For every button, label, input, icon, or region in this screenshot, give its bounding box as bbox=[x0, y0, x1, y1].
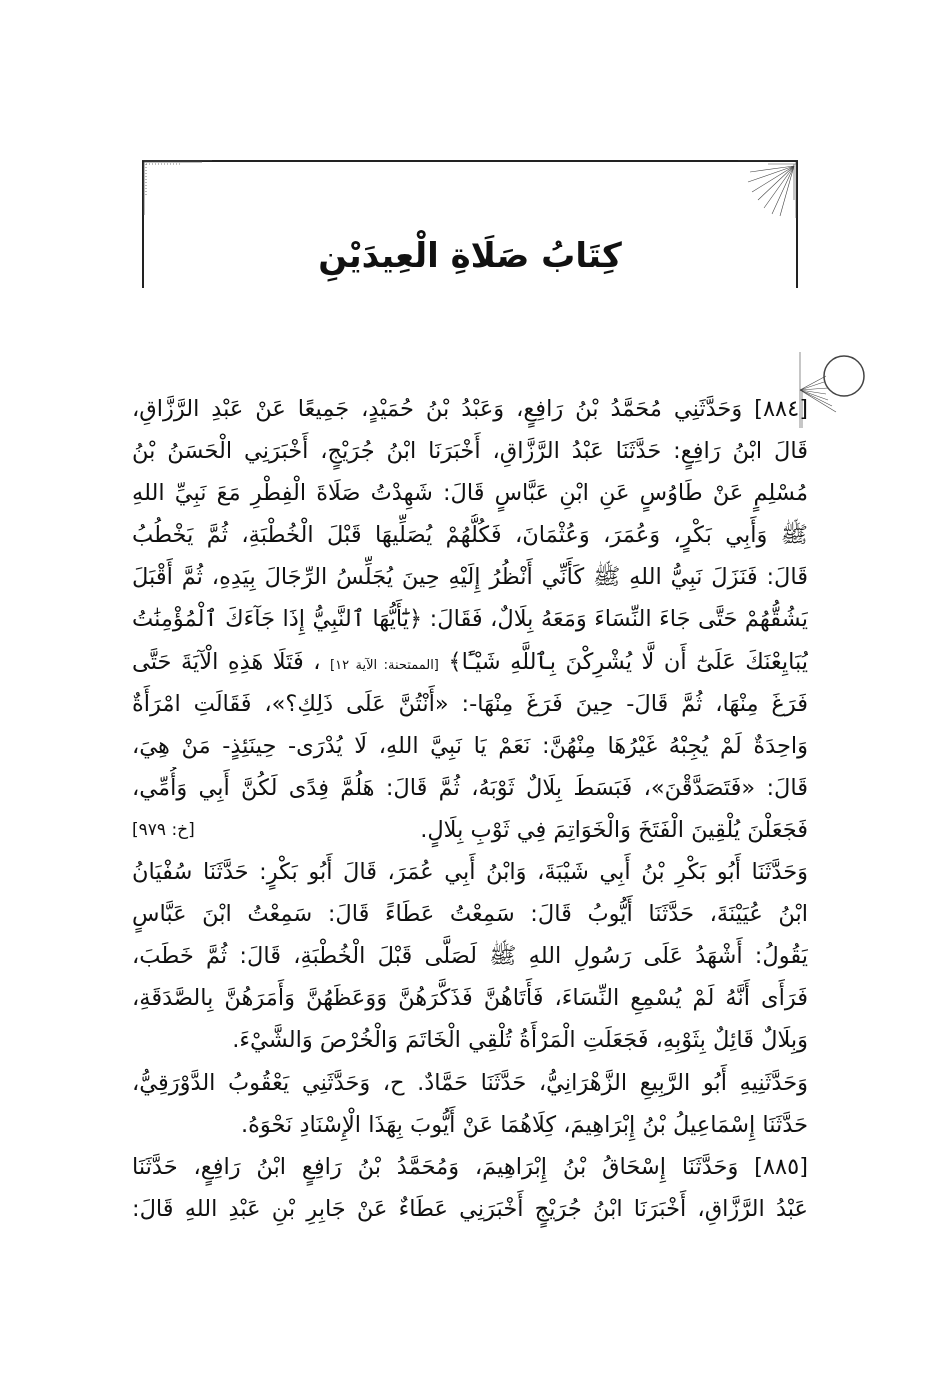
text-line: حَدَّثَنَا إِسْمَاعِيلُ بْنُ إِبْرَاهِيمَ، كِلَاهُمَا عَنْ أَيُّوبَ بِهَذَا الْإِسْنَادِ نَحْوَهُ. bbox=[240, 1111, 808, 1138]
text-line: [٨٨٤] وَحَدَّثَنِي مُحَمَّدُ بْنُ رَافِعٍ، وَعَبْدُ بْنُ حُمَيْدٍ، جَمِيعًا عَنْ عَبْدِ الرَّزَّاقِ، bbox=[132, 396, 808, 422]
text-line: يَقُولُ: أَشْهَدُ عَلَى رَسُولِ اللهِ ﷺ لَصَلَّى قَبْلَ الْخُطْبَةِ، قَالَ: ثُمَّ خَطَبَ، bbox=[132, 943, 808, 970]
text-line: قَالَ: «فَتَصَدَّقْنَ»، فَبَسَطَ بِلَالٌ ثَوْبَهُ، ثُمَّ قَالَ: هَلُمَّ فِدًى لَكُنَّ أَبِي وَأُمِّي، bbox=[132, 774, 808, 801]
text-line: وَاحِدَةٌ لَمْ يُجِبْهُ غَيْرُهَا مِنْهُنَّ: نَعَمْ يَا نَبِيَّ اللهِ، لَا يُدْرَى- حِينَئِذٍ- مَنْ هِيَ، bbox=[132, 732, 808, 759]
side-ornament-icon bbox=[798, 350, 868, 430]
text-line-quran bbox=[132, 641, 808, 683]
text-line: وَبِلَالٌ قَائِلٌ بِثَوْبِهِ، فَجَعَلَتِ الْمَرْأَةُ تُلْقِي الْخَاتَمَ وَالْخُرْصَ وَالشَّيْءَ. bbox=[232, 1027, 808, 1054]
chapter-title: كِتَابُ صَلَاةِ الْعِيدَيْنِ bbox=[318, 236, 622, 276]
hadith-text-body bbox=[132, 388, 808, 1230]
text-line: يَشُقُّهُمْ حَتَّى جَاءَ النِّسَاءَ وَمَعَهُ بِلَالٌ، فَقَالَ: ﴿يَٰٓأَيُّهَا ٱلنَّبِيُّ إِذَا جَآءَكَ ٱلْمُؤْمِنَٰتُ bbox=[132, 606, 808, 633]
text-line: مُسْلِمٍ عَنْ طَاوُسٍ عَنِ ابْنِ عَبَّاسٍ قَالَ: شَهِدْتُ صَلَاةَ الْفِطْرِ مَعَ نَبِيِّ اللهِ bbox=[132, 480, 808, 507]
text-line: [٨٨٥] وَحَدَّثَنَا إِسْحَاقُ بْنُ إِبْرَاهِيمَ، وَمُحَمَّدُ بْنُ رَافِعٍ ابْنُ رَافِعٍ، حَدَّثَنَا bbox=[132, 1153, 808, 1180]
text-line-with-ref bbox=[132, 809, 808, 851]
text-line: وَحَدَّثَنَا أَبُو بَكْرِ بْنُ أَبِي شَيْبَةَ، وَابْنُ أَبِي عُمَرَ، قَالَ أَبُو بَكْرٍ: حَدَّثَنَا سُفْيَانُ bbox=[132, 859, 808, 886]
text-line: قَالَ: فَنَزَلَ نَبِيُّ اللهِ ﷺ كَأَنِّي أَنْظُرُ إِلَيْهِ حِينَ يُجَلِّسُ الرِّجَالَ بِيَدِهِ، ثُمَّ أَقْبَلَ bbox=[132, 564, 808, 591]
chapter-title-frame bbox=[142, 160, 798, 288]
quran-reference: [الممتحنة: الآية ١٢] bbox=[330, 657, 439, 673]
quran-line-tail: ، فَتَلَا هَذِهِ الْآيَةَ حَتَّى bbox=[132, 648, 321, 675]
text-line: وَحَدَّثَنِيهِ أَبُو الرَّبِيعِ الزَّهْرَانِيُّ، حَدَّثَنَا حَمَّادٌ. ح، وَحَدَّثَنِي يَعْقُوبُ الدَّوْرَقِيُّ، bbox=[132, 1069, 808, 1096]
line-text: فَجَعَلْنَ يُلْقِينَ الْفَتَخَ وَالْخَوَاتِمَ فِي ثَوْبِ بِلَالٍ. bbox=[420, 816, 808, 843]
text-line: ابْنُ عُيَيْنَةَ، حَدَّثَنَا أَيُّوبُ قَالَ: سَمِعْتُ عَطَاءً قَالَ: سَمِعْتُ ابْنَ عَبَّاسٍ bbox=[132, 901, 808, 928]
text-line: فَرَغَ مِنْهَا، ثُمَّ قَالَ- حِينَ فَرَغَ مِنْهَا-: «أَنْتُنَّ عَلَى ذَلِكِ؟»، فَقَالَتِ امْرَأَةٌ bbox=[132, 690, 808, 717]
text-line: ﷺ وَأَبِي بَكْرٍ، وَعُمَرَ، وَعُثْمَانَ، فَكُلُّهُمْ يُصَلِّيهَا قَبْلَ الْخُطْبَةِ، ثُمَّ يَخْطُبُ bbox=[132, 522, 808, 549]
quran-verse: يُبَايِعْنَكَ عَلَىٰٓ أَن لَّا يُشْرِكْنَ بِٱللَّهِ شَيْـًٔا﴾ bbox=[448, 648, 808, 675]
bukhari-reference: [خ: ٩٧٩] bbox=[132, 819, 195, 840]
text-line: فَرَأَى أَنَّهُ لَمْ يُسْمِعِ النِّسَاءَ، فَأَتَاهُنَّ فَذَكَّرَهُنَّ وَوَعَظَهُنَّ وَأَمَرَهُنَّ بِالصَّدَقَةِ، bbox=[132, 985, 808, 1012]
text-line: قَالَ ابْنُ رَافِعٍ: حَدَّثَنَا عَبْدُ الرَّزَّاقِ، أَخْبَرَنَا ابْنُ جُرَيْجٍ، أَخْبَرَنِي الْحَسَنُ بْنُ bbox=[132, 438, 808, 465]
corner-ornament-right-icon bbox=[728, 160, 798, 220]
corner-ornament-left-icon bbox=[142, 160, 212, 220]
text-line: عَبْدُ الرَّزَّاقِ، أَخْبَرَنَا ابْنُ جُرَيْجٍ أَخْبَرَنِي عَطَاءٌ عَنْ جَابِرِ بْنِ عَبْدِ اللهِ قَالَ: bbox=[132, 1195, 808, 1222]
